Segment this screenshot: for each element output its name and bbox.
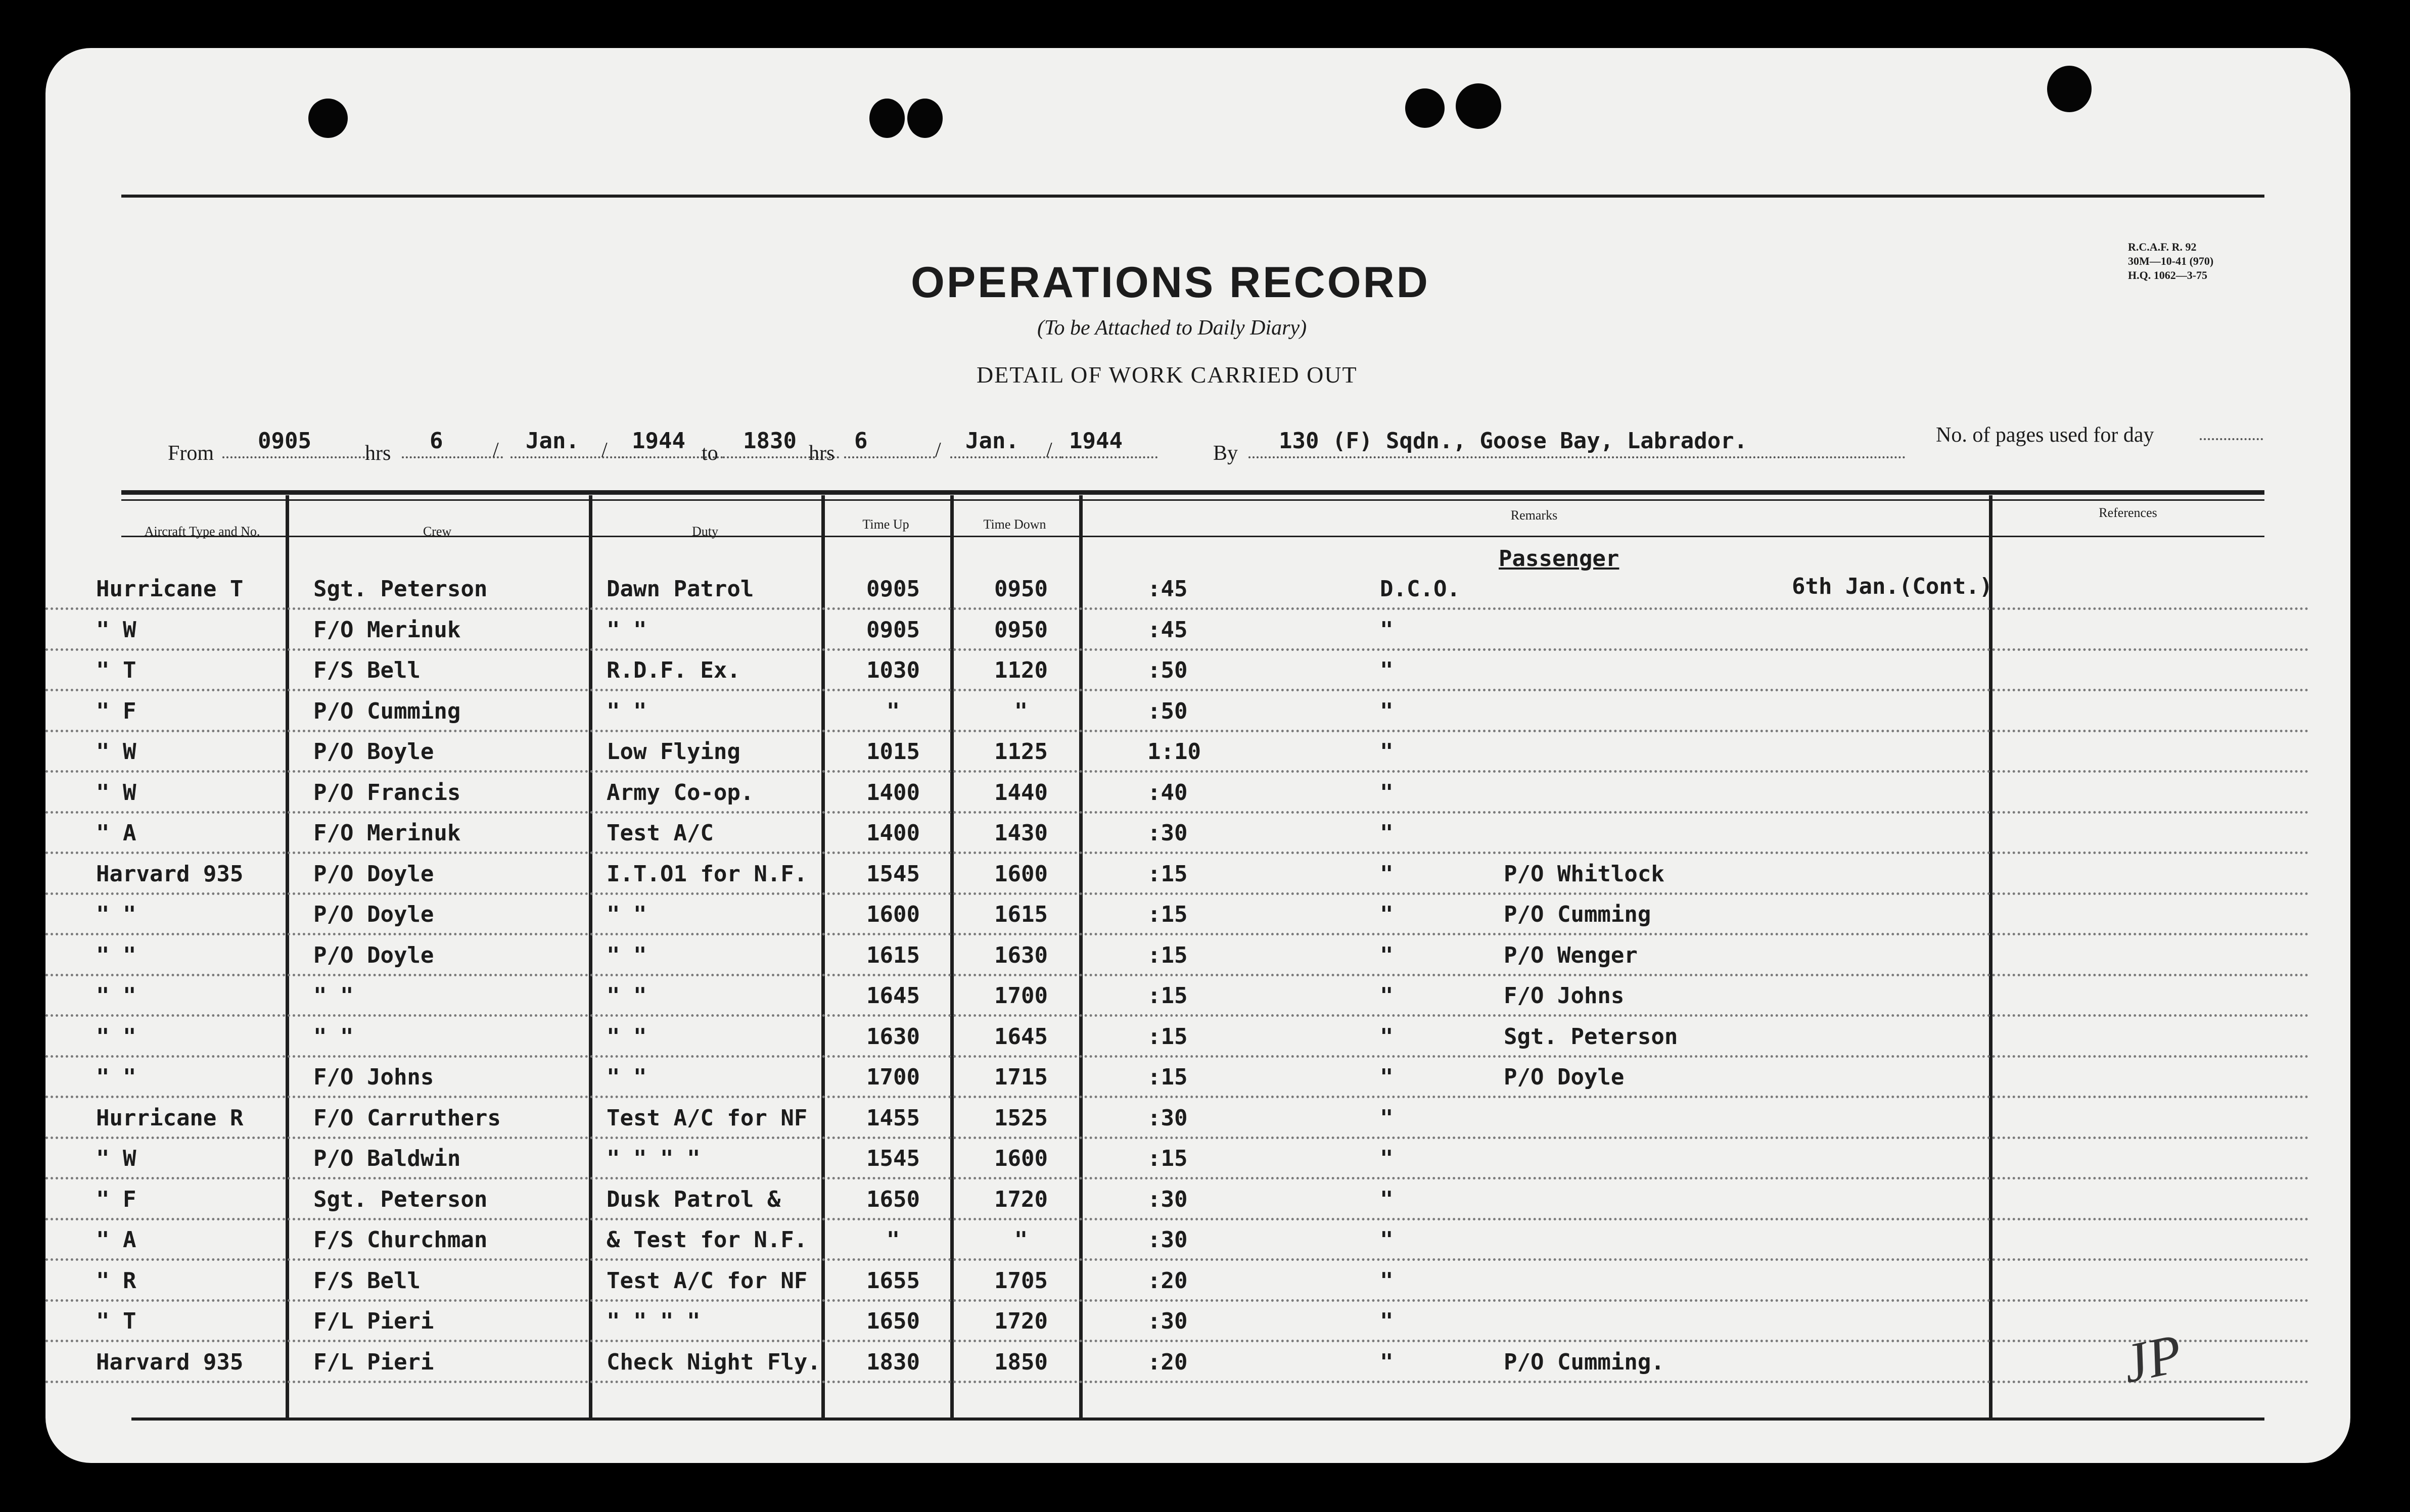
crew-cell: P/O Cumming xyxy=(313,698,461,724)
row-guide-line xyxy=(45,730,2310,732)
time-up-cell: 1700 xyxy=(866,1064,920,1090)
duty-cell: " " " " xyxy=(607,1308,701,1334)
aircraft-cell: " " xyxy=(96,983,136,1009)
time-up-cell: 1455 xyxy=(866,1105,920,1131)
duty-cell: " " xyxy=(607,1024,647,1050)
row-guide-line xyxy=(45,1014,2310,1017)
time-up-cell: 1650 xyxy=(866,1308,920,1334)
header-time-down: Time Down xyxy=(983,517,1046,532)
row-guide-line xyxy=(45,974,2310,976)
time-down-cell: 1630 xyxy=(994,942,1048,968)
time-down-cell: 0950 xyxy=(994,617,1048,643)
time-down-cell: 1715 xyxy=(994,1064,1048,1090)
crew-cell: P/O Boyle xyxy=(313,739,434,765)
remark-cell: " xyxy=(1380,902,1394,927)
time-down-cell: 1705 xyxy=(994,1268,1048,1294)
row-guide-line xyxy=(45,1218,2310,1220)
duty-cell: Check Night Fly. xyxy=(607,1349,821,1375)
time-down-cell: 0950 xyxy=(994,576,1048,602)
time-down-cell: 1850 xyxy=(994,1349,1048,1375)
aircraft-cell: " A xyxy=(96,1227,136,1253)
duty-cell: " " xyxy=(607,902,647,927)
slash: / xyxy=(1046,439,1052,462)
from-label: From xyxy=(168,442,214,465)
from-month: Jan. xyxy=(526,428,579,454)
aircraft-cell: Hurricane T xyxy=(96,576,244,602)
row-guide-line xyxy=(45,1381,2310,1383)
form-ref-line: R.C.A.F. R. 92 xyxy=(2128,241,2197,253)
crew-cell: P/O Doyle xyxy=(313,861,434,887)
duration-cell: :40 xyxy=(1147,780,1188,806)
remark-cell: " xyxy=(1380,1349,1394,1375)
duty-cell: Test A/C for NF xyxy=(607,1105,808,1131)
initials-signature: JP xyxy=(2117,1322,2188,1395)
time-down-cell: 1430 xyxy=(994,820,1048,846)
row-guide-line xyxy=(45,1096,2310,1098)
duration-cell: :50 xyxy=(1147,657,1188,683)
aircraft-cell: " W xyxy=(96,780,136,806)
row-guide-line xyxy=(45,1258,2310,1261)
hrs-label: hrs xyxy=(365,442,391,465)
aircraft-cell: " T xyxy=(96,657,136,683)
time-up-cell: 1600 xyxy=(866,902,920,927)
duty-cell: Army Co-op. xyxy=(607,780,754,806)
remark-cell: " xyxy=(1380,780,1394,806)
duty-cell: " " xyxy=(607,1064,647,1090)
page-subtitle: (To be Attached to Daily Diary) xyxy=(1037,316,1307,340)
slash: / xyxy=(601,439,608,462)
crew-cell: F/O Merinuk xyxy=(313,617,461,643)
time-up-cell: " xyxy=(886,1227,900,1253)
remark-cell: D.C.O. xyxy=(1380,576,1460,602)
crew-cell: P/O Baldwin xyxy=(313,1146,461,1171)
row-guide-line xyxy=(45,892,2310,895)
punch-hole xyxy=(2047,66,2092,112)
aircraft-cell: " T xyxy=(96,1308,136,1334)
duration-cell: :30 xyxy=(1147,1227,1188,1253)
header-references: References xyxy=(2099,505,2157,520)
passenger-cell: P/O Cumming xyxy=(1504,902,1651,927)
time-down-cell: 1615 xyxy=(994,902,1048,927)
column-divider xyxy=(821,495,825,1420)
to-time: 1830 xyxy=(743,428,797,454)
time-up-cell: 1400 xyxy=(866,820,920,846)
unit-name: 130 (F) Sqdn., Goose Bay, Labrador. xyxy=(1279,428,1748,454)
to-day: 6 xyxy=(854,428,868,454)
crew-cell: " " xyxy=(313,1024,354,1050)
passenger-cell: P/O Doyle xyxy=(1504,1064,1625,1090)
remark-cell: " xyxy=(1380,1024,1394,1050)
duty-cell: Test A/C for NF xyxy=(607,1268,808,1294)
time-up-cell: " xyxy=(886,698,900,724)
time-up-cell: 1015 xyxy=(866,739,920,765)
time-down-cell: 1720 xyxy=(994,1308,1048,1334)
aircraft-cell: " F xyxy=(96,1187,136,1212)
duration-cell: :30 xyxy=(1147,1187,1188,1212)
crew-cell: F/S Bell xyxy=(313,657,421,683)
time-up-cell: 1030 xyxy=(866,657,920,683)
duty-cell: " " xyxy=(607,983,647,1009)
aircraft-cell: " " xyxy=(96,902,136,927)
duty-cell: I.T.O1 for N.F. xyxy=(607,861,808,887)
aircraft-cell: " W xyxy=(96,1146,136,1171)
header-duty: Duty xyxy=(692,524,718,539)
slash: / xyxy=(935,439,941,462)
remark-cell: " xyxy=(1380,1105,1394,1131)
duration-cell: :50 xyxy=(1147,698,1188,724)
aircraft-cell: " R xyxy=(96,1268,136,1294)
row-guide-line xyxy=(45,1299,2310,1302)
from-day: 6 xyxy=(430,428,443,454)
duration-cell: :15 xyxy=(1147,983,1188,1009)
column-divider xyxy=(1989,495,1992,1420)
date-note: 6th Jan.(Cont.) xyxy=(1792,574,1993,599)
aircraft-cell: " " xyxy=(96,942,136,968)
duration-cell: :15 xyxy=(1147,1024,1188,1050)
record-card xyxy=(45,48,2350,1463)
crew-cell: P/O Doyle xyxy=(313,902,434,927)
remark-cell: " xyxy=(1380,657,1394,683)
column-divider xyxy=(286,495,289,1420)
remark-cell: " xyxy=(1380,820,1394,846)
time-down-cell: " xyxy=(1014,698,1028,724)
crew-cell: F/L Pieri xyxy=(313,1349,434,1375)
passenger-cell: P/O Wenger xyxy=(1504,942,1638,968)
remark-cell: " xyxy=(1380,1064,1394,1090)
duty-cell: R.D.F. Ex. xyxy=(607,657,740,683)
punch-hole xyxy=(308,99,348,138)
remark-cell: " xyxy=(1380,617,1394,643)
duty-cell: Test A/C xyxy=(607,820,714,846)
remark-cell: " xyxy=(1380,942,1394,968)
time-up-cell: 1400 xyxy=(866,780,920,806)
crew-cell: Sgt. Peterson xyxy=(313,1187,488,1212)
row-guide-line xyxy=(45,689,2310,691)
time-up-cell: 1645 xyxy=(866,983,920,1009)
row-guide-line xyxy=(45,933,2310,935)
time-down-cell: 1720 xyxy=(994,1187,1048,1212)
row-guide-line xyxy=(45,1177,2310,1179)
time-up-cell: 1545 xyxy=(866,1146,920,1171)
passenger-cell: P/O Whitlock xyxy=(1504,861,1664,887)
pages-used-label: No. of pages used for day xyxy=(1936,423,2154,447)
remark-cell: " xyxy=(1380,1146,1394,1171)
row-guide-line xyxy=(45,811,2310,814)
duration-cell: :20 xyxy=(1147,1349,1188,1375)
crew-cell: Sgt. Peterson xyxy=(313,576,488,602)
duration-cell: :20 xyxy=(1147,1268,1188,1294)
duty-cell: Low Flying xyxy=(607,739,740,765)
row-guide-line xyxy=(45,852,2310,854)
duration-cell: :15 xyxy=(1147,942,1188,968)
row-guide-line xyxy=(45,1055,2310,1058)
duration-cell: :45 xyxy=(1147,576,1188,602)
to-year: 1944 xyxy=(1069,428,1123,454)
row-guide-line xyxy=(45,648,2310,651)
aircraft-cell: Hurricane R xyxy=(96,1105,244,1131)
table-top-rule xyxy=(121,490,2264,495)
table-bottom-rule xyxy=(131,1418,2264,1421)
row-guide-line xyxy=(45,1340,2310,1342)
time-down-cell: 1645 xyxy=(994,1024,1048,1050)
remark-cell: " xyxy=(1380,1227,1394,1253)
duration-cell: :30 xyxy=(1147,1105,1188,1131)
form-ref-line: 30M—10-41 (970) xyxy=(2128,255,2214,267)
time-up-cell: 1630 xyxy=(866,1024,920,1050)
form-ref-line: H.Q. 1062—3-75 xyxy=(2128,269,2208,281)
punch-hole xyxy=(907,99,943,138)
punch-hole xyxy=(1456,83,1501,129)
aircraft-cell: " W xyxy=(96,739,136,765)
crew-cell: F/L Pieri xyxy=(313,1308,434,1334)
to-month: Jan. xyxy=(965,428,1019,454)
time-up-cell: 0905 xyxy=(866,576,920,602)
crew-cell: F/S Churchman xyxy=(313,1227,488,1253)
time-down-cell: 1600 xyxy=(994,1146,1048,1171)
remark-cell: " xyxy=(1380,1308,1394,1334)
row-guide-line xyxy=(45,770,2310,773)
crew-cell: F/O Johns xyxy=(313,1064,434,1090)
crew-cell: " " xyxy=(313,983,354,1009)
remark-cell: " xyxy=(1380,1268,1394,1294)
header-aircraft: Aircraft Type and No. xyxy=(144,524,260,539)
remark-cell: " xyxy=(1380,983,1394,1009)
time-up-cell: 1650 xyxy=(866,1187,920,1212)
remark-cell: " xyxy=(1380,1187,1394,1212)
time-down-cell: 1525 xyxy=(994,1105,1048,1131)
header-crew: Crew xyxy=(423,524,452,539)
page-title: OPERATIONS RECORD xyxy=(911,258,1430,307)
remark-cell: " xyxy=(1380,861,1394,887)
duty-cell: " " xyxy=(607,698,647,724)
duration-cell: :15 xyxy=(1147,861,1188,887)
time-up-cell: 0905 xyxy=(866,617,920,643)
duty-cell: Dusk Patrol & xyxy=(607,1187,781,1212)
duration-cell: :15 xyxy=(1147,1146,1188,1171)
header-remarks: Remarks xyxy=(1510,508,1558,523)
punch-hole xyxy=(869,99,905,138)
from-year: 1944 xyxy=(632,428,685,454)
time-up-cell: 1615 xyxy=(866,942,920,968)
crew-cell: P/O Doyle xyxy=(313,942,434,968)
duration-cell: :30 xyxy=(1147,1308,1188,1334)
detail-heading: DETAIL OF WORK CARRIED OUT xyxy=(977,362,1358,388)
aircraft-cell: " " xyxy=(96,1024,136,1050)
duration-cell: :30 xyxy=(1147,820,1188,846)
time-down-cell: 1600 xyxy=(994,861,1048,887)
time-down-cell: " xyxy=(1014,1227,1028,1253)
duty-cell: " " " " xyxy=(607,1146,701,1171)
crew-cell: F/S Bell xyxy=(313,1268,421,1294)
crew-cell: F/O Merinuk xyxy=(313,820,461,846)
aircraft-cell: " W xyxy=(96,617,136,643)
duty-cell: " " xyxy=(607,942,647,968)
time-up-cell: 1655 xyxy=(866,1268,920,1294)
slash: / xyxy=(493,439,499,462)
row-guide-line xyxy=(45,607,2310,610)
duration-cell: :15 xyxy=(1147,902,1188,927)
time-down-cell: 1125 xyxy=(994,739,1048,765)
duty-cell: " " xyxy=(607,617,647,643)
form-reference xyxy=(2128,240,2213,282)
aircraft-cell: " F xyxy=(96,698,136,724)
from-time: 0905 xyxy=(258,428,311,454)
duration-cell: :45 xyxy=(1147,617,1188,643)
time-down-cell: 1700 xyxy=(994,983,1048,1009)
crew-cell: P/O Francis xyxy=(313,780,461,806)
by-label: By xyxy=(1213,442,1238,465)
aircraft-cell: " " xyxy=(96,1064,136,1090)
duty-cell: Dawn Patrol xyxy=(607,576,754,602)
aircraft-cell: Harvard 935 xyxy=(96,861,244,887)
column-divider xyxy=(589,495,592,1420)
crew-cell: F/O Carruthers xyxy=(313,1105,501,1131)
time-down-cell: 1120 xyxy=(994,657,1048,683)
row-guide-line xyxy=(45,1137,2310,1139)
aircraft-cell: Harvard 935 xyxy=(96,1349,244,1375)
passenger-cell: Sgt. Peterson xyxy=(1504,1024,1678,1050)
passenger-cell: P/O Cumming. xyxy=(1504,1349,1664,1375)
time-up-cell: 1830 xyxy=(866,1349,920,1375)
duty-cell: & Test for N.F. xyxy=(607,1227,808,1253)
passenger-subheader: Passenger xyxy=(1499,546,1619,572)
duration-cell: 1:10 xyxy=(1147,739,1201,765)
top-rule xyxy=(121,195,2264,198)
passenger-cell: F/O Johns xyxy=(1504,983,1625,1009)
aircraft-cell: " A xyxy=(96,820,136,846)
time-up-cell: 1545 xyxy=(866,861,920,887)
duration-cell: :15 xyxy=(1147,1064,1188,1090)
to-label: to xyxy=(702,442,718,465)
remark-cell: " xyxy=(1380,698,1394,724)
header-time-up: Time Up xyxy=(862,517,909,532)
hrs-label: hrs xyxy=(809,442,835,465)
remark-cell: " xyxy=(1380,739,1394,765)
punch-hole xyxy=(1405,88,1445,128)
time-down-cell: 1440 xyxy=(994,780,1048,806)
